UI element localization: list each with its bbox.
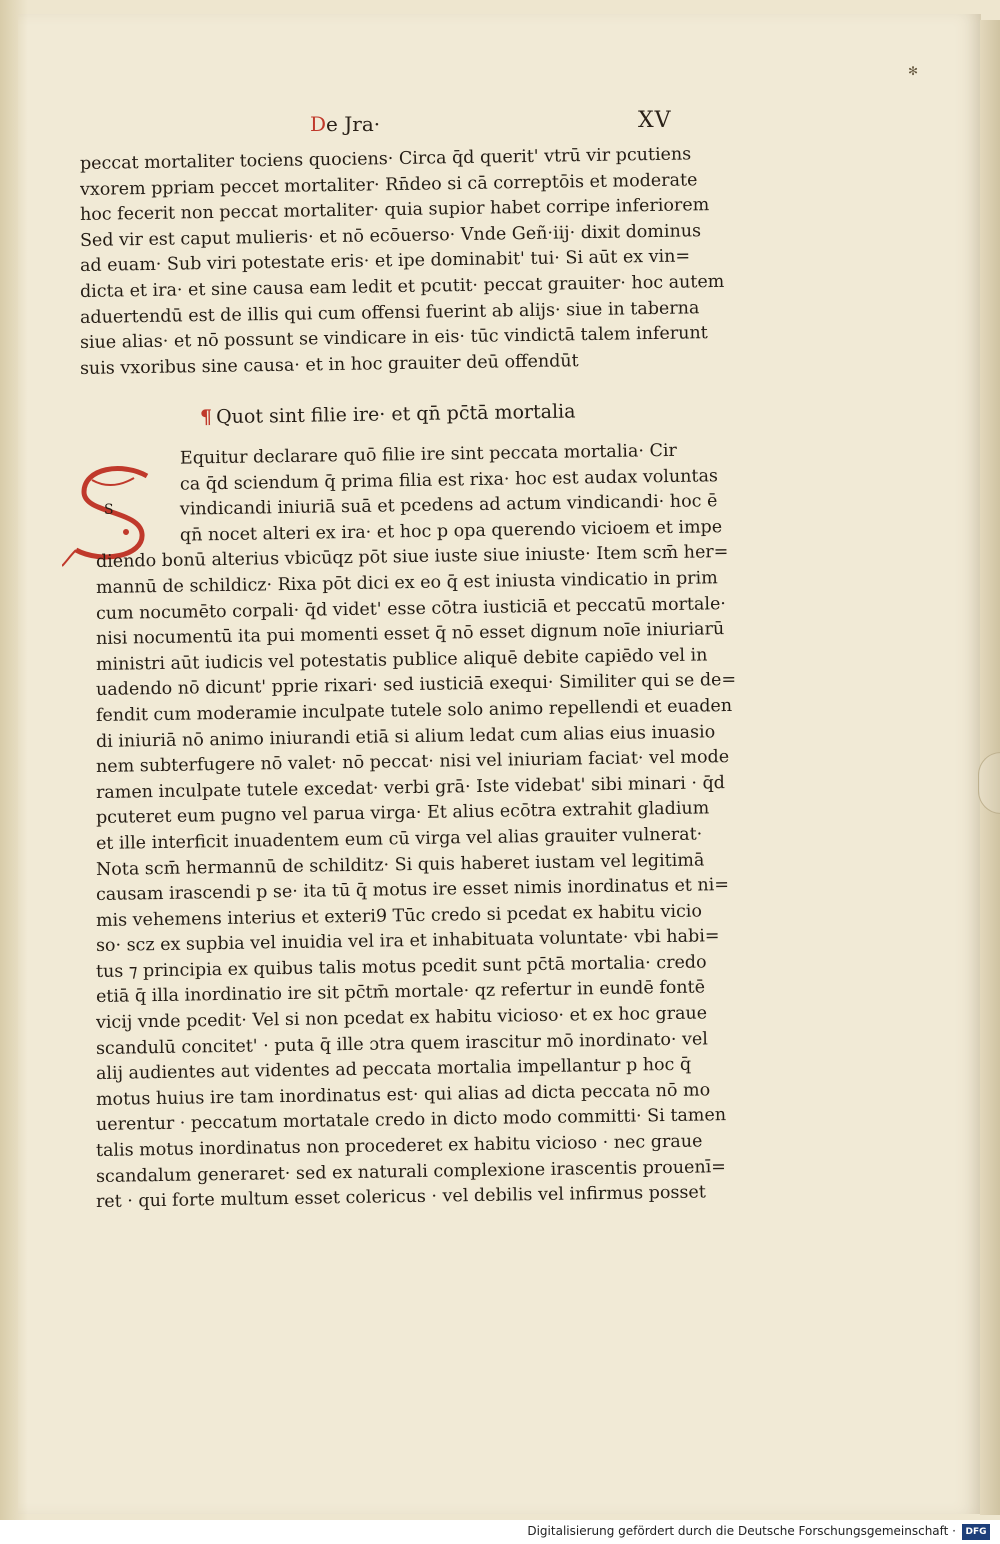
running-head-text: e Jra· <box>326 112 381 136</box>
text-line: diendo bonū alterius vbicūqz pōt siue iuste siue iniuste· Item scm̄ her= <box>95 542 729 573</box>
text-line: Sed vir est caput mulieris· et nō ecōuerso· Vnde Geñ·iij· dixit dominus <box>79 221 702 251</box>
gutter-shadow <box>0 0 28 1520</box>
page-header <box>310 108 690 148</box>
text-line: pcuteret eum pugno vel parua virga· Et alius ecōtra extrahit gladium <box>95 798 710 829</box>
text-line: peccat mortaliter tociens quociens· Circa q̄d querit' vtrū vir pcutiens <box>79 144 692 174</box>
text-line: ret · qui forte multum esset colericus · vel debilis vel infirmus posset <box>95 1182 706 1213</box>
text-line: vxorem ppriam peccet mortaliter· Rn̄deo si cā correptōis et moderate <box>79 169 698 200</box>
text-line: uadendo nō dicunt' pprie rixari· sed iusticiā exequi· Similiter qui se de= <box>95 670 737 701</box>
funding-credit: Digitalisierung gefördert durch die Deutsche Forschungsgemeinschaft · <box>527 1524 956 1538</box>
ink-smudge: ✻ <box>908 64 919 78</box>
text-line: mannū de schildicz· Rixa pōt dici ex eo q̄ est iniusta vindicatio in prim <box>95 568 718 598</box>
running-head-rubric: D <box>310 112 327 136</box>
text-line: Nota scm̄ hermannū de schilditz· Si quis haberet iustam vel legitimā <box>95 849 705 880</box>
text-line: motus huius ire tam inordinatus est· qui alias ad dicta peccata nō mo <box>95 1080 711 1110</box>
text-line: tus ⁊ principia ex quibus talis motus pcedit sunt pc̄tā mortalia· credo <box>95 952 707 982</box>
text-line: ca q̄d sciendum q̄ prima filia est rixa· hoc est audax voluntas <box>179 465 719 495</box>
text-line: causam irascendi p se· ita tū q̄ motus ire esset nimis inordinatus et ni= <box>95 875 730 906</box>
text-line: dicta et ira· et sine causa eam ledit et pcutit· peccat grauiter· hoc autem <box>79 271 725 302</box>
dfg-logo: DFG <box>962 1524 990 1540</box>
text-line: et ille interficit inuadentem eum cū virga vel alias grauiter vulnerat· <box>95 824 703 854</box>
text-line: uerentur · peccatum mortatale credo in dicto modo committi· Si tamen <box>95 1105 727 1136</box>
text-line: qn̄ nocet alteri ex ira· et hoc p opa querendo vicioem et impe <box>179 516 723 546</box>
text-line: vicij vnde pcedit· Vel si non pcedat ex habitu vicioso· et ex hoc graue <box>95 1003 708 1034</box>
paragraph-1 <box>79 144 760 382</box>
text-line: etiā q̄ illa inordinatio ire sit pc̄tm̄ mortale· qz refertur in eundē fontē <box>95 977 706 1008</box>
folio-number: XV <box>638 108 672 133</box>
text-line: nem subterfugere nō valet· nō peccat· nisi vel iniuriam faciat· vel mode <box>95 747 730 778</box>
paragraph-mark-icon: ¶ <box>199 406 213 429</box>
text-line: fendit cum moderamie inculpate tutele solo animo repellendi et euaden <box>95 695 733 726</box>
text-line: vindicandi iniuriā suā et pcedens ad actum vindicandi· hoc ē <box>179 491 718 520</box>
text-line: cum nocumēto corpali· q̄d videt' esse cōtra iusticiā et peccatū mortale· <box>95 593 727 624</box>
text-line: di iniuriā nō animo iniurandi etiā si alium ledat cum alias eius inuasio <box>95 721 716 752</box>
text-line: nisi nocumentū ita pui momenti esset q̄ nō esset dignum noīe iniuriarū <box>95 619 725 650</box>
text-line: ad euam· Sub viri potestate eris· et ipe dominabit' tui· Si aūt ex vin= <box>79 246 691 277</box>
text-line: siue alias· et nō possunt se vindicare in eis· tūc vindictā talem inferunt <box>79 323 708 354</box>
text-line: Equitur declarare quō filie ire sint peccata mortalia· Cir <box>179 440 677 469</box>
digitization-footer <box>0 1520 1000 1544</box>
text-line: scandalum generaret· sed ex naturali complexione irascentis prouenī= <box>95 1156 727 1187</box>
text-line: alij audientes aut videntes ad peccata mortalia impellantur p hoc q̄ <box>95 1054 692 1085</box>
text-line: talis motus inordinatus non procederet ex habitu vicioso · nec graue <box>95 1131 703 1162</box>
text-line: scandulū concitet' · puta q̄ ille ɔtra quem irascitur mō inordinato· vel <box>95 1029 709 1059</box>
text-line: suis vxoribus sine causa· et in hoc grauiter deū offendūt <box>79 350 579 379</box>
running-head <box>310 112 380 136</box>
text-line: ramen inculpate tutele excedat· verbi grā· Iste videbat' sibi minari · q̄d <box>95 772 726 803</box>
text-line: so· scz ex supbia vel inuidia vel ira et inhabituata voluntate· vbi habi= <box>95 926 720 957</box>
initial-guide-letter: S <box>104 502 114 518</box>
text-line: ministri aūt iudicis vel potestatis publice aliquē debite capiēdo vel in <box>95 645 708 675</box>
paragraph-2 <box>95 440 756 1216</box>
text-line: hoc fecerit non peccat mortaliter· quia supior habet corripe inferiorem <box>79 195 710 226</box>
text-line: mis vehemens interius et exteri9 Tūc credo si pcedat ex habitu vicio <box>95 901 703 931</box>
text-line: aduertendū est de illis qui cum offensi fuerint ab alijs· siue in taberna <box>79 297 700 328</box>
section-heading-text: Quot sint filie ire· et qn̄ pc̄tā mortalia <box>215 400 576 429</box>
